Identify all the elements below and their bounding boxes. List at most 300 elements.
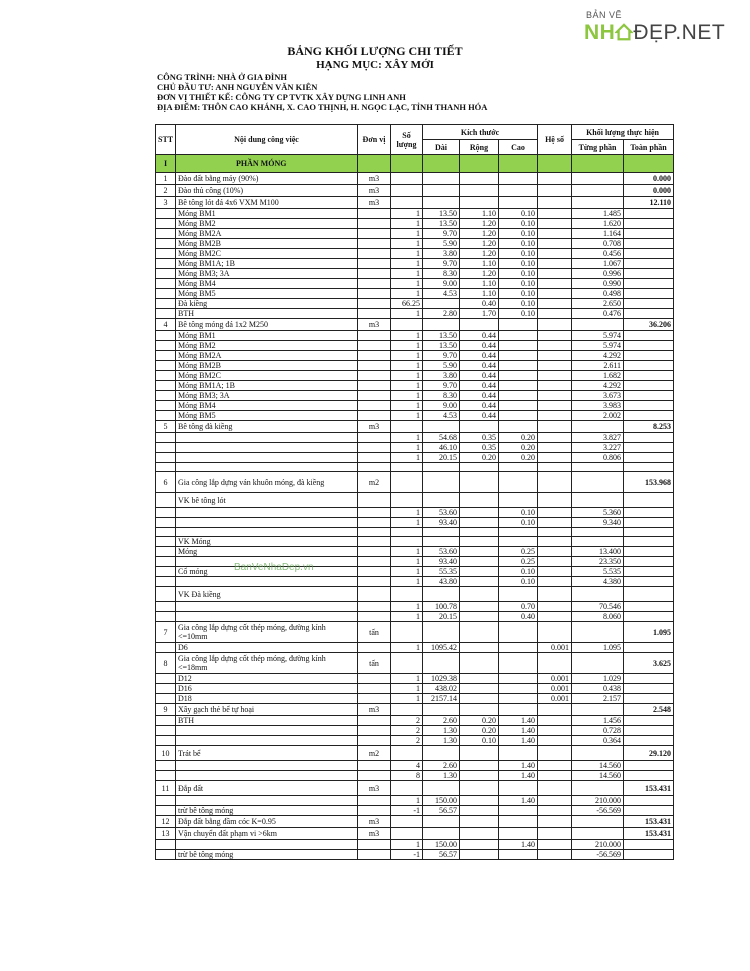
cell-coef <box>538 547 572 557</box>
cell-unit <box>358 716 391 726</box>
detail-row <box>156 643 674 653</box>
header-volume: Khối lượng thực hiện <box>572 125 674 140</box>
cell-total <box>624 269 674 279</box>
cell-name <box>176 463 358 472</box>
header-qty: Số lượng <box>391 125 423 155</box>
detail-row <box>156 411 674 421</box>
cell-h <box>499 746 538 761</box>
cell-coef <box>538 622 572 643</box>
detail-row <box>156 309 674 319</box>
cell-part: -56.569 <box>572 850 624 860</box>
cell-unit <box>358 518 391 528</box>
cell-qty: 1 <box>391 289 423 299</box>
cell-part: 4.292 <box>572 351 624 361</box>
cell-unit <box>358 508 391 518</box>
cell-total <box>624 351 674 361</box>
logo-wordmark <box>584 21 725 45</box>
cell-l <box>423 828 460 840</box>
cell-name: trừ bê tông móng <box>176 850 358 860</box>
cell-stt: 7 <box>156 622 176 643</box>
cell-unit <box>358 371 391 381</box>
cell-l <box>423 463 460 472</box>
cell-unit <box>358 351 391 361</box>
cell-coef <box>538 528 572 537</box>
cell-total <box>624 401 674 411</box>
cell-coef <box>538 219 572 229</box>
cell-name: Xây gạch thẻ bể tự hoại <box>176 704 358 716</box>
cell-w: 0.20 <box>460 716 499 726</box>
cell-name: Móng BM5 <box>176 411 358 421</box>
cell-qty: 4 <box>391 761 423 771</box>
cell-stt <box>156 289 176 299</box>
cell-name <box>176 453 358 463</box>
cell-unit: tấn <box>358 622 391 643</box>
cell-qty: -1 <box>391 850 423 860</box>
detail-row <box>156 209 674 219</box>
cell-h: 0.10 <box>499 518 538 528</box>
cell-stt <box>156 577 176 587</box>
cell-l: 2.60 <box>423 716 460 726</box>
cell-coef: 0.001 <box>538 694 572 704</box>
cell-coef <box>538 381 572 391</box>
cell-coef <box>538 463 572 472</box>
cell-w: 1.20 <box>460 229 499 239</box>
detail-row <box>156 279 674 289</box>
cell-part: 13.400 <box>572 547 624 557</box>
cell-coef <box>538 391 572 401</box>
work-item-row <box>156 746 674 761</box>
cell-unit <box>358 381 391 391</box>
cell-qty: 1 <box>391 602 423 612</box>
cell-name: Móng BM2B <box>176 239 358 249</box>
cell-part: 1.620 <box>572 219 624 229</box>
cell-unit <box>358 239 391 249</box>
cell-stt <box>156 453 176 463</box>
cell-l: 20.15 <box>423 612 460 622</box>
cell-h <box>499 401 538 411</box>
cell-l: 1.30 <box>423 771 460 781</box>
cell-stt <box>156 341 176 351</box>
cell-h: 0.10 <box>499 219 538 229</box>
cell-l <box>423 622 460 643</box>
cell-name <box>176 443 358 453</box>
cell-stt <box>156 433 176 443</box>
cell-name <box>176 602 358 612</box>
cell-part: 1.095 <box>572 643 624 653</box>
cell-part: 0.364 <box>572 736 624 746</box>
cell-coef <box>538 331 572 341</box>
cell-w: 1.20 <box>460 269 499 279</box>
cell-h <box>499 351 538 361</box>
cell-name: Gia công lắp dựng cốt thép móng, đường kính <=10mm <box>176 622 358 643</box>
cell-total <box>624 716 674 726</box>
work-item-row <box>156 781 674 796</box>
cell-name <box>176 796 358 806</box>
cell-qty: 1 <box>391 309 423 319</box>
cell-coef <box>538 421 572 433</box>
detail-row <box>156 351 674 361</box>
detail-row <box>156 537 674 547</box>
cell-w <box>460 557 499 567</box>
info-owner: CHỦ ĐẦU TƯ: ANH NGUYỄN VĂN KIÊN <box>157 82 318 92</box>
cell-h <box>499 319 538 331</box>
cell-w <box>460 850 499 860</box>
detail-row <box>156 259 674 269</box>
cell-total <box>624 219 674 229</box>
cell-l: 3.80 <box>423 371 460 381</box>
cell-w <box>460 421 499 433</box>
cell-unit: m3 <box>358 421 391 433</box>
cell-qty <box>391 528 423 537</box>
cell-qty: 1 <box>391 411 423 421</box>
cell-stt <box>156 557 176 567</box>
cell-qty: 1 <box>391 381 423 391</box>
cell-total <box>624 331 674 341</box>
detail-row <box>156 229 674 239</box>
detail-row <box>156 401 674 411</box>
cell-name: D12 <box>176 674 358 684</box>
cell-qty: 1 <box>391 331 423 341</box>
cell-h <box>499 411 538 421</box>
cell-coef <box>538 493 572 508</box>
cell-stt <box>156 309 176 319</box>
cell-coef <box>538 726 572 736</box>
cell-name <box>176 761 358 771</box>
cell-total <box>624 309 674 319</box>
cell-unit <box>358 643 391 653</box>
cell-w: 0.44 <box>460 341 499 351</box>
cell-coef <box>538 472 572 493</box>
cell-total <box>624 771 674 781</box>
work-item-row <box>156 173 674 185</box>
header-coef: Hệ số <box>538 125 572 155</box>
cell-coef <box>538 351 572 361</box>
cell-stt <box>156 567 176 577</box>
cell-h: 0.20 <box>499 433 538 443</box>
cell-stt <box>156 518 176 528</box>
cell-w: 1.70 <box>460 309 499 319</box>
cell-name: trừ bê tông móng <box>176 806 358 816</box>
cell-w <box>460 319 499 331</box>
cell-coef <box>538 249 572 259</box>
cell-w: 1.20 <box>460 249 499 259</box>
work-item-row <box>156 421 674 433</box>
cell-total <box>624 279 674 289</box>
cell-w: 0.44 <box>460 361 499 371</box>
cell-coef <box>538 209 572 219</box>
cell-name: Móng BM2 <box>176 219 358 229</box>
cell-l <box>423 299 460 309</box>
cell-l: 2157.14 <box>423 694 460 704</box>
cell-qty: 1 <box>391 401 423 411</box>
cell-total: 1.095 <box>624 622 674 643</box>
detail-row <box>156 806 674 816</box>
detail-row <box>156 726 674 736</box>
cell-name <box>176 612 358 622</box>
cell-coef <box>538 185 572 197</box>
cell-h: 1.40 <box>499 796 538 806</box>
cell-l <box>423 528 460 537</box>
cell-qty: 1 <box>391 229 423 239</box>
cell-part: 8.060 <box>572 612 624 622</box>
cell-part: 1.067 <box>572 259 624 269</box>
cell-part <box>572 185 624 197</box>
cell-h: 0.10 <box>499 289 538 299</box>
cell-total <box>624 537 674 547</box>
cell-h <box>499 816 538 828</box>
cell-l: 1095.42 <box>423 643 460 653</box>
cell-l: 150.00 <box>423 796 460 806</box>
cell-name: Móng BM3; 3A <box>176 391 358 401</box>
cell-stt <box>156 331 176 341</box>
cell-coef <box>538 736 572 746</box>
cell-l: 2.60 <box>423 761 460 771</box>
cell-total <box>624 796 674 806</box>
work-item-row <box>156 816 674 828</box>
cell-unit <box>358 391 391 401</box>
cell-stt: 2 <box>156 185 176 197</box>
cell-stt <box>156 249 176 259</box>
cell-w <box>460 602 499 612</box>
cell-unit <box>358 587 391 602</box>
cell-unit <box>358 463 391 472</box>
cell-l: 438.02 <box>423 684 460 694</box>
cell-h <box>499 781 538 796</box>
cell-stt: 9 <box>156 704 176 716</box>
cell-total: 12.110 <box>624 197 674 209</box>
cell-part: 2.002 <box>572 411 624 421</box>
cell-part: 210.000 <box>572 796 624 806</box>
cell-total: 153.431 <box>624 828 674 840</box>
cell-stt: 5 <box>156 421 176 433</box>
cell-total: 153.431 <box>624 816 674 828</box>
header-length: Dài <box>423 140 460 155</box>
cell-coef <box>538 433 572 443</box>
detail-row <box>156 341 674 351</box>
cell-part: 3.827 <box>572 433 624 443</box>
cell-part: 1.164 <box>572 229 624 239</box>
cell-coef <box>538 319 572 331</box>
cell-total: 0.000 <box>624 173 674 185</box>
cell-h <box>499 537 538 547</box>
cell-h <box>499 653 538 674</box>
cell-h <box>499 587 538 602</box>
cell-unit: m2 <box>358 746 391 761</box>
detail-row <box>156 840 674 850</box>
cell-h <box>499 684 538 694</box>
cell-total <box>624 806 674 816</box>
cell-total <box>624 726 674 736</box>
cell-name <box>176 840 358 850</box>
cell-coef <box>538 361 572 371</box>
cell-part <box>572 197 624 209</box>
cell-stt <box>156 239 176 249</box>
cell-h <box>499 674 538 684</box>
cell-stt <box>156 401 176 411</box>
cell-h: 0.10 <box>499 299 538 309</box>
header-height: Cao <box>499 140 538 155</box>
cell-coef <box>538 518 572 528</box>
cell-part <box>572 537 624 547</box>
cell-qty <box>391 816 423 828</box>
cell-stt <box>156 508 176 518</box>
cell-name: Móng BM2C <box>176 249 358 259</box>
cell-h: 1.40 <box>499 840 538 850</box>
cell-name <box>176 508 358 518</box>
cell-total <box>624 850 674 860</box>
cell-unit: m3 <box>358 173 391 185</box>
cell-l: 13.50 <box>423 209 460 219</box>
cell-h <box>499 643 538 653</box>
cell-stt <box>156 209 176 219</box>
cell-qty <box>391 493 423 508</box>
cell-stt <box>156 259 176 269</box>
cell-name: Móng BM1A; 1B <box>176 381 358 391</box>
cell-qty <box>391 463 423 472</box>
cell-unit <box>358 269 391 279</box>
cell-coef <box>538 850 572 860</box>
cell-w: 0.35 <box>460 433 499 443</box>
cell-qty: 1 <box>391 694 423 704</box>
cell-total <box>624 547 674 557</box>
cell-l: 100.78 <box>423 602 460 612</box>
cell-part: 0.996 <box>572 269 624 279</box>
cell-coef <box>538 401 572 411</box>
cell-name: Móng BM2A <box>176 351 358 361</box>
cell-qty <box>391 173 423 185</box>
cell-l: 13.50 <box>423 341 460 351</box>
detail-row <box>156 361 674 371</box>
cell-h <box>499 197 538 209</box>
header-total: Toàn phần <box>624 140 674 155</box>
cell-total <box>624 453 674 463</box>
header-dims: Kích thước <box>423 125 538 140</box>
cell-name <box>176 577 358 587</box>
cell-part: 5.535 <box>572 567 624 577</box>
cell-l: 93.40 <box>423 557 460 567</box>
cell-l: 93.40 <box>423 518 460 528</box>
cell-h <box>499 173 538 185</box>
cell-unit: m3 <box>358 816 391 828</box>
cell-h <box>499 185 538 197</box>
cell-unit: tấn <box>358 653 391 674</box>
cell-h <box>499 704 538 716</box>
cell-stt <box>156 381 176 391</box>
cell-w <box>460 781 499 796</box>
cell-coef <box>538 299 572 309</box>
cell-l: 9.70 <box>423 381 460 391</box>
cell-stt <box>156 726 176 736</box>
cell-coef <box>538 269 572 279</box>
cell-l <box>423 653 460 674</box>
cell-part: 1.682 <box>572 371 624 381</box>
cell-h: 0.10 <box>499 239 538 249</box>
cell-stt <box>156 547 176 557</box>
detail-row <box>156 331 674 341</box>
cell-qty <box>391 185 423 197</box>
cell-qty <box>391 653 423 674</box>
cell-part: 5.360 <box>572 508 624 518</box>
cell-l: 9.70 <box>423 229 460 239</box>
cell-part: 23.350 <box>572 557 624 567</box>
detail-row <box>156 771 674 781</box>
cell-coef <box>538 781 572 796</box>
cell-total <box>624 209 674 219</box>
cell-coef <box>538 229 572 239</box>
detail-row <box>156 528 674 537</box>
cell-coef: 0.001 <box>538 674 572 684</box>
cell-w: 0.40 <box>460 299 499 309</box>
cell-unit <box>358 209 391 219</box>
cell-w <box>460 185 499 197</box>
cell-l: 3.80 <box>423 249 460 259</box>
cell-w <box>460 704 499 716</box>
cell-l: 53.60 <box>423 508 460 518</box>
cell-total: 153.431 <box>624 781 674 796</box>
header-width: Rộng <box>460 140 499 155</box>
cell-total <box>624 381 674 391</box>
cell-qty: 1 <box>391 443 423 453</box>
cell-stt <box>156 796 176 806</box>
cell-h: 0.25 <box>499 547 538 557</box>
cell-total <box>624 557 674 567</box>
cell-l: 8.30 <box>423 391 460 401</box>
cell-l: 8.30 <box>423 269 460 279</box>
cell-l: 54.68 <box>423 433 460 443</box>
cell-total <box>624 299 674 309</box>
cell-l: 13.50 <box>423 219 460 229</box>
cell-unit <box>358 761 391 771</box>
cell-stt <box>156 493 176 508</box>
cell-unit <box>358 726 391 736</box>
cell-coef <box>538 653 572 674</box>
cell-qty: 1 <box>391 547 423 557</box>
cell-unit <box>358 219 391 229</box>
cell-l: 9.70 <box>423 351 460 361</box>
cell-qty: 1 <box>391 269 423 279</box>
cell-unit <box>358 341 391 351</box>
cell-stt <box>156 279 176 289</box>
cell-qty <box>391 197 423 209</box>
cell-qty <box>391 704 423 716</box>
cell-name: Đắp đất bằng đầm cóc K=0.95 <box>176 816 358 828</box>
detail-row <box>156 289 674 299</box>
work-item-row <box>156 197 674 209</box>
cell-name: VK bê tông lót <box>176 493 358 508</box>
cell-coef <box>538 828 572 840</box>
cell-stt <box>156 587 176 602</box>
cell-part: 2.611 <box>572 361 624 371</box>
cell-part: 2.650 <box>572 299 624 309</box>
cell-name: Bê tông đà kiềng <box>176 421 358 433</box>
work-item-row <box>156 828 674 840</box>
cell-l <box>423 587 460 602</box>
cell-qty: 1 <box>391 674 423 684</box>
quantity-table <box>155 124 674 860</box>
work-item-row <box>156 319 674 331</box>
cell-l: 56.57 <box>423 850 460 860</box>
cell-w <box>460 684 499 694</box>
detail-row <box>156 796 674 806</box>
cell-qty: 1 <box>391 577 423 587</box>
cell-qty: 1 <box>391 279 423 289</box>
cell-name <box>176 528 358 537</box>
cell-name: Gia công lắp dựng ván khuôn móng, đà kiềng <box>176 472 358 493</box>
cell-unit <box>358 602 391 612</box>
cell-l: 150.00 <box>423 840 460 850</box>
cell-unit <box>358 528 391 537</box>
cell-l: 1.30 <box>423 726 460 736</box>
